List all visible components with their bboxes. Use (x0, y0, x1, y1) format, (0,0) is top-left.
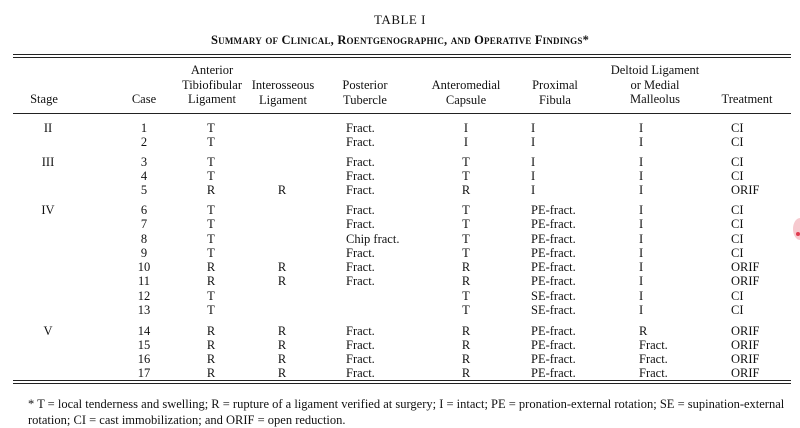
cell-anteromedial: R (461, 352, 471, 366)
cell-posterior: Fract. (346, 155, 375, 169)
cell-posterior: Fract. (346, 352, 375, 366)
cell-atfl: T (207, 289, 215, 303)
header-posterior (330, 78, 400, 107)
cell-anteromedial: R (461, 324, 471, 338)
cell-proximal: PE-fract. (531, 324, 576, 338)
cell-posterior: Fract. (346, 203, 375, 217)
cell-case: 16 (137, 352, 151, 366)
cell-case: 4 (140, 169, 148, 183)
cell-deltoid: I (639, 260, 644, 274)
cell-proximal: PE-fract. (531, 246, 576, 260)
cell-deltoid: I (639, 217, 644, 231)
header-deltoid (600, 63, 710, 107)
cell-interosseous: R (277, 260, 287, 274)
cell-treatment: CI (731, 303, 744, 317)
cell-proximal: PE-fract. (531, 217, 576, 231)
table-title: TABLE I (374, 12, 426, 27)
cell-proximal: PE-fract. (531, 352, 576, 366)
header-proximal-line2: Fibula (539, 92, 571, 107)
header-interosseous-line2: Ligament (259, 92, 307, 107)
cell-deltoid: Fract. (639, 352, 668, 366)
cell-posterior: Fract. (346, 121, 375, 135)
cell-case: 14 (137, 324, 151, 338)
cell-posterior: Fract. (346, 135, 375, 149)
cell-case: 3 (140, 155, 148, 169)
cell-case: 12 (137, 289, 151, 303)
cell-treatment: CI (731, 121, 744, 135)
cell-stage: V (43, 324, 53, 338)
top-rule-2 (13, 57, 791, 58)
header-atfl-line1: Anterior (190, 63, 234, 77)
cell-treatment: ORIF (731, 352, 760, 366)
cell-deltoid: I (639, 232, 644, 246)
cell-atfl: R (206, 366, 216, 380)
cell-treatment: CI (731, 232, 744, 246)
header-atfl-line3: Ligament (188, 92, 236, 106)
cell-treatment: CI (731, 135, 744, 149)
cell-deltoid: I (639, 135, 644, 149)
cell-deltoid: Fract. (639, 338, 668, 352)
cell-proximal: I (531, 121, 536, 135)
cell-anteromedial: T (462, 203, 470, 217)
header-interosseous-line1: Interosseous (251, 78, 315, 92)
highlight-marker (793, 218, 800, 240)
cell-atfl: T (207, 217, 215, 231)
highlight-marker-point (796, 232, 800, 236)
cell-anteromedial: T (462, 303, 470, 317)
header-stage: Stage (30, 92, 58, 106)
cell-deltoid: I (639, 274, 644, 288)
cell-deltoid: I (639, 203, 644, 217)
cell-proximal: PE-fract. (531, 338, 576, 352)
cell-proximal: SE-fract. (531, 303, 576, 317)
top-rule-1 (13, 54, 791, 55)
cell-treatment: ORIF (731, 366, 760, 380)
header-case: Case (131, 92, 157, 106)
cell-anteromedial: R (461, 274, 471, 288)
cell-treatment: ORIF (731, 338, 760, 352)
cell-case: 11 (137, 274, 151, 288)
cell-atfl: T (207, 169, 215, 183)
cell-case: 5 (140, 183, 148, 197)
cell-atfl: R (206, 183, 216, 197)
cell-treatment: ORIF (731, 260, 760, 274)
cell-anteromedial: T (462, 289, 470, 303)
cell-atfl: R (206, 352, 216, 366)
cell-case: 7 (140, 217, 148, 231)
cell-treatment: CI (731, 289, 744, 303)
cell-proximal: I (531, 135, 536, 149)
table-subtitle: Summary of Clinical, Roentgenographic, and Operative Findings* (210, 33, 590, 47)
cell-anteromedial: I (463, 135, 469, 149)
cell-atfl: T (207, 135, 215, 149)
cell-atfl: T (207, 203, 215, 217)
cell-interosseous: R (277, 366, 287, 380)
header-rule (13, 113, 791, 114)
cell-stage: II (43, 121, 53, 135)
cell-proximal: PE-fract. (531, 274, 576, 288)
cell-atfl: T (207, 121, 215, 135)
cell-anteromedial: T (462, 217, 470, 231)
bottom-rule-1 (13, 380, 791, 381)
cell-anteromedial: R (461, 366, 471, 380)
header-deltoid-line3: Malleolus (630, 92, 680, 106)
cell-case: 9 (140, 246, 148, 260)
header-anteromedial (423, 78, 509, 107)
cell-proximal: PE-fract. (531, 203, 576, 217)
header-posterior-line1: Posterior (342, 78, 388, 92)
cell-anteromedial: R (461, 338, 471, 352)
cell-atfl: T (207, 155, 215, 169)
cell-atfl: T (207, 232, 215, 246)
cell-treatment: ORIF (731, 324, 760, 338)
cell-interosseous: R (277, 324, 287, 338)
cell-interosseous: R (277, 183, 287, 197)
cell-proximal: I (531, 183, 536, 197)
cell-anteromedial: I (463, 121, 469, 135)
cell-treatment: CI (731, 217, 744, 231)
cell-deltoid: Fract. (639, 366, 668, 380)
header-deltoid-line1: Deltoid Ligament (610, 63, 700, 77)
cell-proximal: PE-fract. (531, 260, 576, 274)
cell-posterior: Fract. (346, 366, 375, 380)
cell-treatment: ORIF (731, 274, 760, 288)
cell-posterior: Fract. (346, 169, 375, 183)
cell-proximal: PE-fract. (531, 232, 576, 246)
cell-posterior: Fract. (346, 217, 375, 231)
cell-anteromedial: T (462, 169, 470, 183)
cell-atfl: R (206, 260, 216, 274)
cell-deltoid: I (639, 183, 644, 197)
header-treatment: Treatment (721, 92, 773, 106)
cell-deltoid: I (639, 246, 644, 260)
cell-deltoid: I (639, 289, 644, 303)
header-proximal-line1: Proximal (532, 78, 578, 92)
cell-stage: III (41, 155, 55, 169)
cell-posterior: Chip fract. (346, 232, 400, 246)
cell-posterior: Fract. (346, 274, 375, 288)
cell-deltoid: I (639, 155, 644, 169)
cell-anteromedial: R (461, 183, 471, 197)
header-interosseous (240, 78, 326, 107)
cell-interosseous: R (277, 338, 287, 352)
cell-posterior: Fract. (346, 260, 375, 274)
cell-proximal: I (531, 155, 536, 169)
cell-interosseous: R (277, 352, 287, 366)
cell-atfl: R (206, 324, 216, 338)
cell-treatment: CI (731, 169, 744, 183)
header-anteromedial-line1: Anteromedial (431, 78, 501, 92)
cell-atfl: T (207, 246, 215, 260)
cell-case: 15 (137, 338, 151, 352)
header-proximal (520, 78, 590, 107)
cell-anteromedial: R (461, 260, 471, 274)
cell-anteromedial: T (462, 155, 470, 169)
cell-anteromedial: T (462, 232, 470, 246)
cell-proximal: PE-fract. (531, 366, 576, 380)
cell-posterior: Fract. (346, 324, 375, 338)
header-posterior-line2: Tubercle (343, 92, 387, 107)
cell-treatment: CI (731, 246, 744, 260)
cell-deltoid: I (639, 303, 644, 317)
cell-posterior: Fract. (346, 338, 375, 352)
cell-case: 13 (137, 303, 151, 317)
cell-treatment: CI (731, 203, 744, 217)
cell-case: 10 (137, 260, 151, 274)
cell-atfl: R (206, 338, 216, 352)
cell-case: 8 (140, 232, 148, 246)
footnote: * T = local tenderness and swelling; R = rupture of a ligament verified at surgery; I = intact; PE = pronation-external rotation; SE = supination-external rotation; CI = cast immobilization; and ORIF = open reduction. (28, 397, 785, 427)
cell-posterior: Fract. (346, 183, 375, 197)
header-anteromedial-line2: Capsule (445, 92, 487, 107)
header-atfl-line2: Tibiofibular (182, 77, 242, 92)
cell-treatment: ORIF (731, 183, 760, 197)
cell-proximal: I (531, 169, 536, 183)
header-deltoid-line2: or Medial (630, 77, 680, 92)
cell-case: 1 (140, 121, 148, 135)
cell-case: 17 (137, 366, 151, 380)
cell-posterior: Fract. (346, 246, 375, 260)
cell-atfl: T (207, 303, 215, 317)
cell-atfl: R (206, 274, 216, 288)
bottom-rule-2 (13, 383, 791, 384)
cell-deltoid: R (639, 324, 648, 338)
cell-deltoid: I (639, 121, 644, 135)
cell-case: 2 (140, 135, 148, 149)
cell-anteromedial: T (462, 246, 470, 260)
cell-proximal: SE-fract. (531, 289, 576, 303)
cell-treatment: CI (731, 155, 744, 169)
cell-case: 6 (140, 203, 148, 217)
cell-deltoid: I (639, 169, 644, 183)
cell-interosseous: R (277, 274, 287, 288)
cell-stage: IV (41, 203, 55, 217)
